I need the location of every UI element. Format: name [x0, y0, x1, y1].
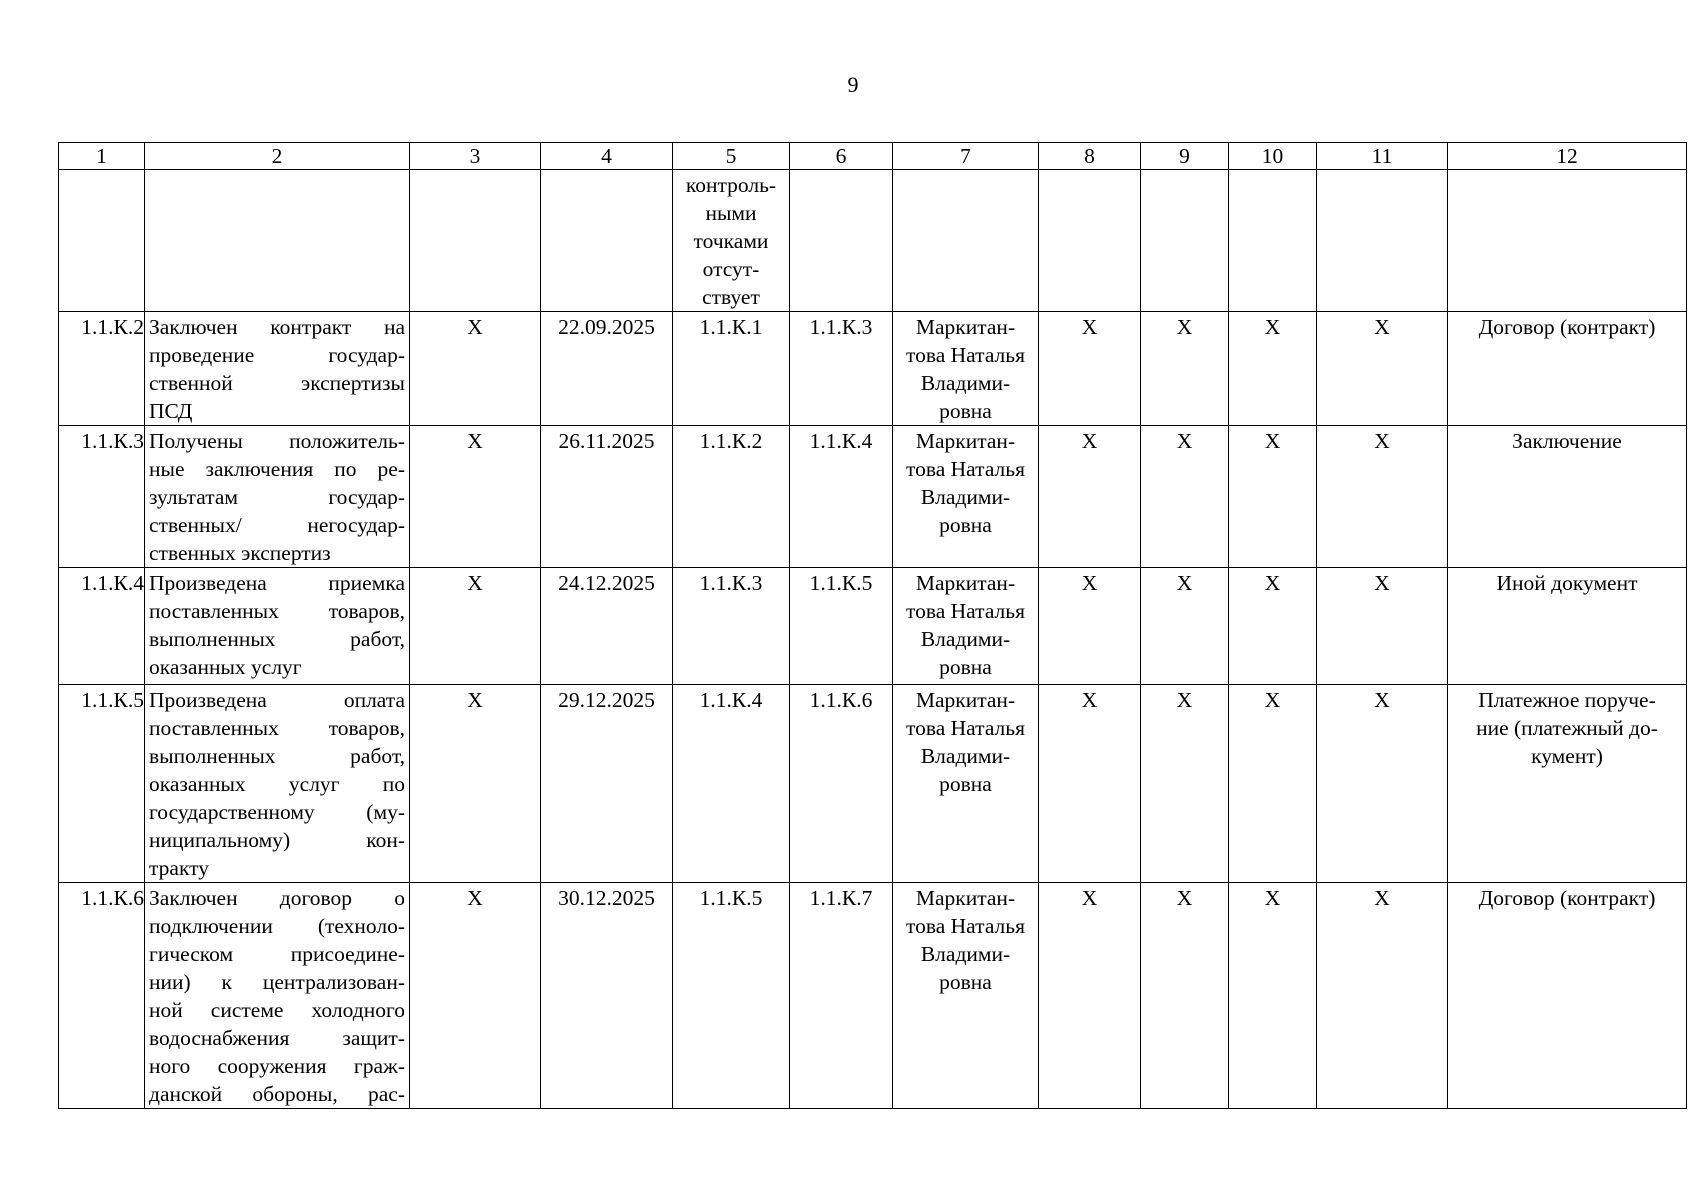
table-row — [59, 426, 1687, 568]
description-line: выполненных работ, — [149, 627, 405, 651]
cell-code: 1.1.К.5 — [59, 685, 145, 883]
cell-code: 1.1.К.2 — [59, 312, 145, 426]
column-number-2: 2 — [145, 143, 410, 170]
description-line: поставленных товаров, — [149, 599, 405, 623]
text-line: Договор (контракт) — [1478, 886, 1656, 910]
cell-successor: 1.1.К.6 — [790, 685, 893, 883]
cell-col10 — [1229, 170, 1317, 312]
cell-date: 26.11.2025 — [541, 426, 673, 568]
cell-responsible — [893, 685, 1039, 883]
text-line: точками — [693, 229, 769, 253]
description-line: нии) к централизован- — [149, 970, 405, 994]
text-line: това Наталья — [906, 599, 1025, 623]
cell-date: 30.12.2025 — [541, 883, 673, 1109]
description-line: ственных/ негосудар- — [149, 513, 405, 537]
text-line: Маркитан- — [915, 688, 1016, 712]
cell-col11 — [1317, 170, 1448, 312]
description-line: ственной экспертизы — [149, 371, 405, 395]
description-line: подключении (техноло- — [149, 914, 405, 938]
cell-col8: X — [1039, 568, 1141, 685]
cell-col9: X — [1141, 312, 1229, 426]
cell-successor — [790, 170, 893, 312]
text-line: Маркитан- — [915, 886, 1016, 910]
text-line: ровна — [939, 655, 992, 679]
control-points-table — [58, 142, 1687, 1109]
cell-predecessor: 1.1.К.1 — [673, 312, 790, 426]
text-line: отсут- — [702, 257, 760, 281]
column-number-header — [59, 143, 1687, 170]
description-line: государственному (му- — [149, 800, 405, 824]
cell-responsible — [893, 426, 1039, 568]
cell-col10: X — [1229, 312, 1317, 426]
cell-col10: X — [1229, 685, 1317, 883]
table-row — [59, 883, 1687, 1109]
text-line: Владими- — [920, 744, 1011, 768]
cell-document — [1448, 312, 1687, 426]
text-line: ными — [705, 201, 757, 225]
cell-col8: X — [1039, 426, 1141, 568]
cell-document — [1448, 170, 1687, 312]
cell-document — [1448, 685, 1687, 883]
cell-predecessor: 1.1.К.3 — [673, 568, 790, 685]
text-line: Маркитан- — [915, 429, 1016, 453]
text-line: Платежное поруче- — [1478, 688, 1656, 712]
cell-description — [145, 312, 410, 426]
cell-col9: X — [1141, 426, 1229, 568]
cell-col8: X — [1039, 883, 1141, 1109]
cell-col3: X — [410, 568, 541, 685]
page-number: 9 — [847, 72, 859, 97]
cell-col11: X — [1317, 568, 1448, 685]
cell-col10: X — [1229, 883, 1317, 1109]
description-line: ПСД — [149, 399, 193, 423]
cell-col5-continuation — [673, 170, 790, 312]
description-line: ной системе холодного — [149, 998, 405, 1022]
text-line: ровна — [939, 399, 992, 423]
cell-code — [59, 170, 145, 312]
cell-col10: X — [1229, 426, 1317, 568]
text-line: Маркитан- — [915, 315, 1016, 339]
text-line: ровна — [939, 513, 992, 537]
cell-col11: X — [1317, 685, 1448, 883]
description-line: оказанных услуг по — [149, 772, 405, 796]
cell-description — [145, 568, 410, 685]
cell-col10: X — [1229, 568, 1317, 685]
description-line: ного сооружения граж- — [149, 1054, 405, 1078]
description-line: поставленных товаров, — [149, 716, 405, 740]
text-line: контроль- — [685, 173, 777, 197]
text-line: Владими- — [920, 485, 1011, 509]
cell-col8: X — [1039, 685, 1141, 883]
description-line: Заключен контракт на — [149, 315, 405, 339]
column-number-7: 7 — [893, 143, 1039, 170]
header-row — [59, 143, 1687, 170]
text-line: Заключение — [1512, 429, 1622, 453]
description-line: Заключен договор о — [149, 886, 405, 910]
column-number-10: 10 — [1229, 143, 1317, 170]
description-line: тракту — [149, 856, 209, 880]
text-line: това Наталья — [906, 457, 1025, 481]
cell-col11: X — [1317, 883, 1448, 1109]
description-line: водоснабжения защит- — [149, 1026, 405, 1050]
text-line: Иной документ — [1496, 571, 1638, 595]
description-line: Получены положитель- — [149, 429, 405, 453]
cell-responsible — [893, 568, 1039, 685]
column-number-3: 3 — [410, 143, 541, 170]
cell-description — [145, 170, 410, 312]
cell-col8: X — [1039, 312, 1141, 426]
column-number-4: 4 — [541, 143, 673, 170]
cell-col9: X — [1141, 883, 1229, 1109]
text-line: ствует — [702, 285, 760, 309]
cell-description — [145, 883, 410, 1109]
cell-code: 1.1.К.3 — [59, 426, 145, 568]
cell-description — [145, 685, 410, 883]
cell-col9: X — [1141, 685, 1229, 883]
text-line: ровна — [939, 970, 992, 994]
cell-code: 1.1.К.6 — [59, 883, 145, 1109]
table-row — [59, 568, 1687, 685]
cell-description — [145, 426, 410, 568]
cell-code: 1.1.К.4 — [59, 568, 145, 685]
description-line: Произведена приемка — [149, 571, 405, 595]
cell-date: 29.12.2025 — [541, 685, 673, 883]
text-line: това Наталья — [906, 914, 1025, 938]
column-number-11: 11 — [1317, 143, 1448, 170]
description-line: проведение госудap- — [149, 343, 405, 367]
cell-date — [541, 170, 673, 312]
description-line: оказанных услуг — [149, 655, 302, 679]
cell-col11: X — [1317, 426, 1448, 568]
cell-date: 24.12.2025 — [541, 568, 673, 685]
text-line: ровна — [939, 772, 992, 796]
text-line: Владими- — [920, 627, 1011, 651]
cell-col8 — [1039, 170, 1141, 312]
cell-predecessor: 1.1.К.2 — [673, 426, 790, 568]
description-line: зультатам государ- — [149, 485, 405, 509]
cell-col3: X — [410, 685, 541, 883]
cell-predecessor: 1.1.К.5 — [673, 883, 790, 1109]
description-line: данской обороны, рас- — [149, 1082, 405, 1106]
column-number-6: 6 — [790, 143, 893, 170]
text-line: Договор (контракт) — [1478, 315, 1656, 339]
text-line: Владими- — [920, 371, 1011, 395]
table-row — [59, 312, 1687, 426]
column-number-12: 12 — [1448, 143, 1687, 170]
continuation-row — [59, 170, 1687, 312]
cell-document — [1448, 883, 1687, 1109]
table-body — [59, 170, 1687, 1109]
cell-col9 — [1141, 170, 1229, 312]
cell-responsible — [893, 312, 1039, 426]
text-line: това Наталья — [906, 716, 1025, 740]
cell-successor: 1.1.К.7 — [790, 883, 893, 1109]
cell-predecessor: 1.1.К.4 — [673, 685, 790, 883]
text-line: това Наталья — [906, 343, 1025, 367]
text-line: ние (платежный до- — [1476, 716, 1658, 740]
description-line: ные заключения по ре- — [149, 457, 405, 481]
cell-successor: 1.1.К.3 — [790, 312, 893, 426]
cell-document — [1448, 568, 1687, 685]
description-line: Произведена оплата — [149, 688, 405, 712]
cell-col3: X — [410, 883, 541, 1109]
description-line: гическом присоедине- — [149, 942, 405, 966]
text-line: кумент) — [1531, 744, 1603, 768]
cell-col3: X — [410, 312, 541, 426]
cell-document — [1448, 426, 1687, 568]
description-line: выполненных работ, — [149, 744, 405, 768]
cell-responsible — [893, 170, 1039, 312]
cell-col11: X — [1317, 312, 1448, 426]
text-line: Владими- — [920, 942, 1011, 966]
cell-successor: 1.1.К.5 — [790, 568, 893, 685]
cell-successor: 1.1.К.4 — [790, 426, 893, 568]
table-row — [59, 685, 1687, 883]
column-number-9: 9 — [1141, 143, 1229, 170]
cell-responsible — [893, 883, 1039, 1109]
description-line: ственных экспертиз — [149, 541, 331, 565]
column-number-5: 5 — [673, 143, 790, 170]
cell-date: 22.09.2025 — [541, 312, 673, 426]
cell-col9: X — [1141, 568, 1229, 685]
text-line: Маркитан- — [915, 571, 1016, 595]
column-number-8: 8 — [1039, 143, 1141, 170]
cell-col3 — [410, 170, 541, 312]
cell-col3: X — [410, 426, 541, 568]
description-line: ниципальному) кон- — [149, 828, 405, 852]
column-number-1: 1 — [59, 143, 145, 170]
